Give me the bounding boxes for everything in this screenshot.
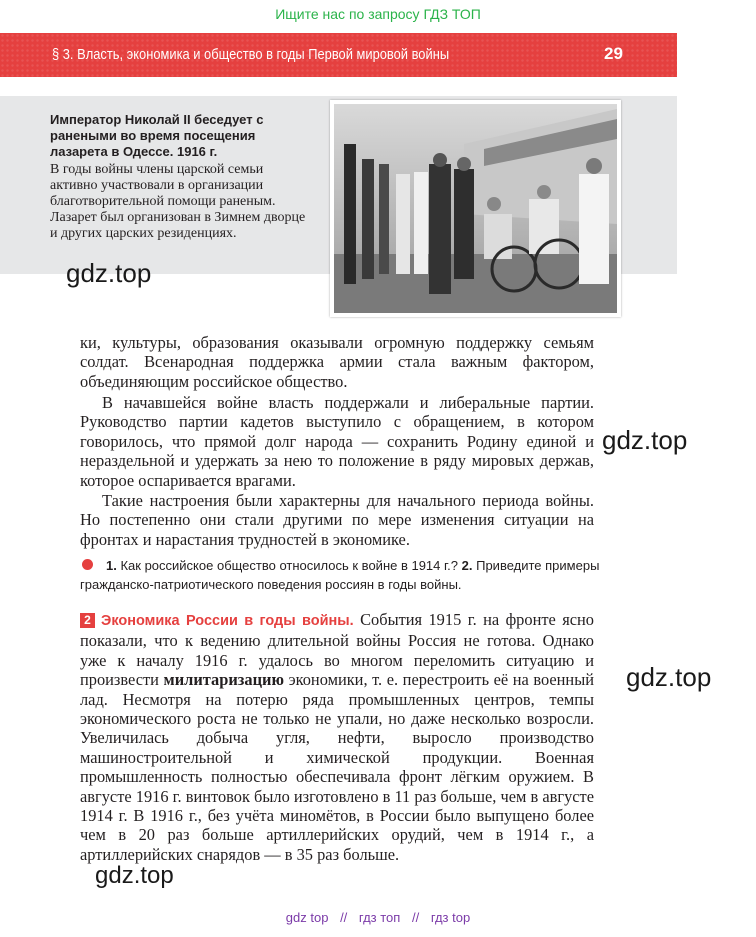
top-search-hint[interactable]: Ищите нас по запросу ГДЗ ТОП bbox=[275, 6, 481, 22]
bold-term: милитаризацию bbox=[163, 670, 284, 690]
watermark: gdz.top bbox=[95, 862, 174, 889]
watermark: gdz.top bbox=[602, 425, 688, 455]
question-text: Как российское общество относилось к войне в 1914 г.? bbox=[120, 558, 459, 573]
question-text: Приведите примеры гражданско-патриотического поведения россиян в годы войны. bbox=[80, 558, 600, 592]
paragraph-text: В начавшейся войне власть поддержали и либеральные партии. Руководство партии кадетов выступило с обращением, в котором говорилось, что прямой долг народа — сохранить Родину единой и нераздельной и удержать за нею то положение в ряду мировых держав, которое оспаривается врагами. bbox=[80, 393, 594, 490]
historical-photo bbox=[330, 100, 621, 317]
photo-image bbox=[334, 104, 617, 313]
body-paragraph-1 bbox=[80, 333, 594, 391]
caption-title: Император Николай II беседует с ранеными во время посещения лазарета в Одессе. 1916 г. bbox=[50, 112, 264, 159]
section-text: События 1915 г. на фронте ясно показали, что к ведению длительной войны Россия не готова. Однако уже к началу 1916 г. удалось во многом переломить ситуацию и произвести bbox=[80, 610, 594, 690]
chapter-title: § 3. Власть, экономика и общество в годы Первой мировой войны bbox=[52, 46, 450, 63]
section-number-badge: 2 bbox=[80, 613, 95, 628]
chapter-header bbox=[0, 33, 677, 77]
section-heading: Экономика России в годы войны. bbox=[101, 613, 354, 629]
footer-separator: // bbox=[340, 910, 348, 925]
page-number: 29 bbox=[604, 44, 623, 63]
body-paragraph-2 bbox=[80, 393, 594, 490]
body-paragraph-3 bbox=[80, 491, 594, 549]
section-2 bbox=[80, 610, 594, 864]
footer-link[interactable]: гдз топ bbox=[358, 910, 401, 925]
question-number: 2. bbox=[461, 558, 473, 573]
review-questions bbox=[80, 556, 600, 594]
watermark: gdz.top bbox=[626, 662, 712, 692]
caption-text: В годы войны члены царской семьи активно участвовали в организации благотворительной помощи раненым. Лазарет был организован в Зимнем дворце и других царских резиденциях. bbox=[50, 162, 306, 241]
paragraph-text: Такие настроения были характерны для начального периода войны. Но постепенно они стали другими по мере изменения ситуации на фронтах и нарастания трудностей в экономике. bbox=[80, 491, 594, 549]
footer-links bbox=[0, 910, 756, 925]
question-number: 1. bbox=[106, 558, 117, 573]
watermark: gdz.top bbox=[66, 258, 152, 288]
footer-link[interactable]: gdz top bbox=[285, 910, 329, 925]
section-text: экономики, т. е. перестроить её на военный лад. Несмотря на потерю ряда промышленных центров, темпы экономического роста не только не упали, но даже несколько возросли. Увеличилась добыча угля, нефти, выросло производство машиностроительной и химической продукции. Военная промышленность полностью обеспечивала фронт лёгким оружием. В августе 1916 г. винтовок было изготовлено в 11 раз больше, чем в августе 1914 г. В 1916 г., без учёта миномётов, в России было выпущено более чем в 20 раз больше артиллерийских орудий, чем в 1914 г., а артиллерийских снарядов — в 35 раз больше. bbox=[80, 670, 594, 864]
footer-link[interactable]: гдз top bbox=[430, 910, 471, 925]
photo-caption bbox=[50, 112, 312, 242]
footer-separator: // bbox=[411, 910, 420, 925]
paragraph-text: ки, культуры, образования оказывали огромную поддержку семьям солдат. Всенародная поддержка армии стала важным фактором, объединяющим российское общество. bbox=[80, 333, 594, 391]
